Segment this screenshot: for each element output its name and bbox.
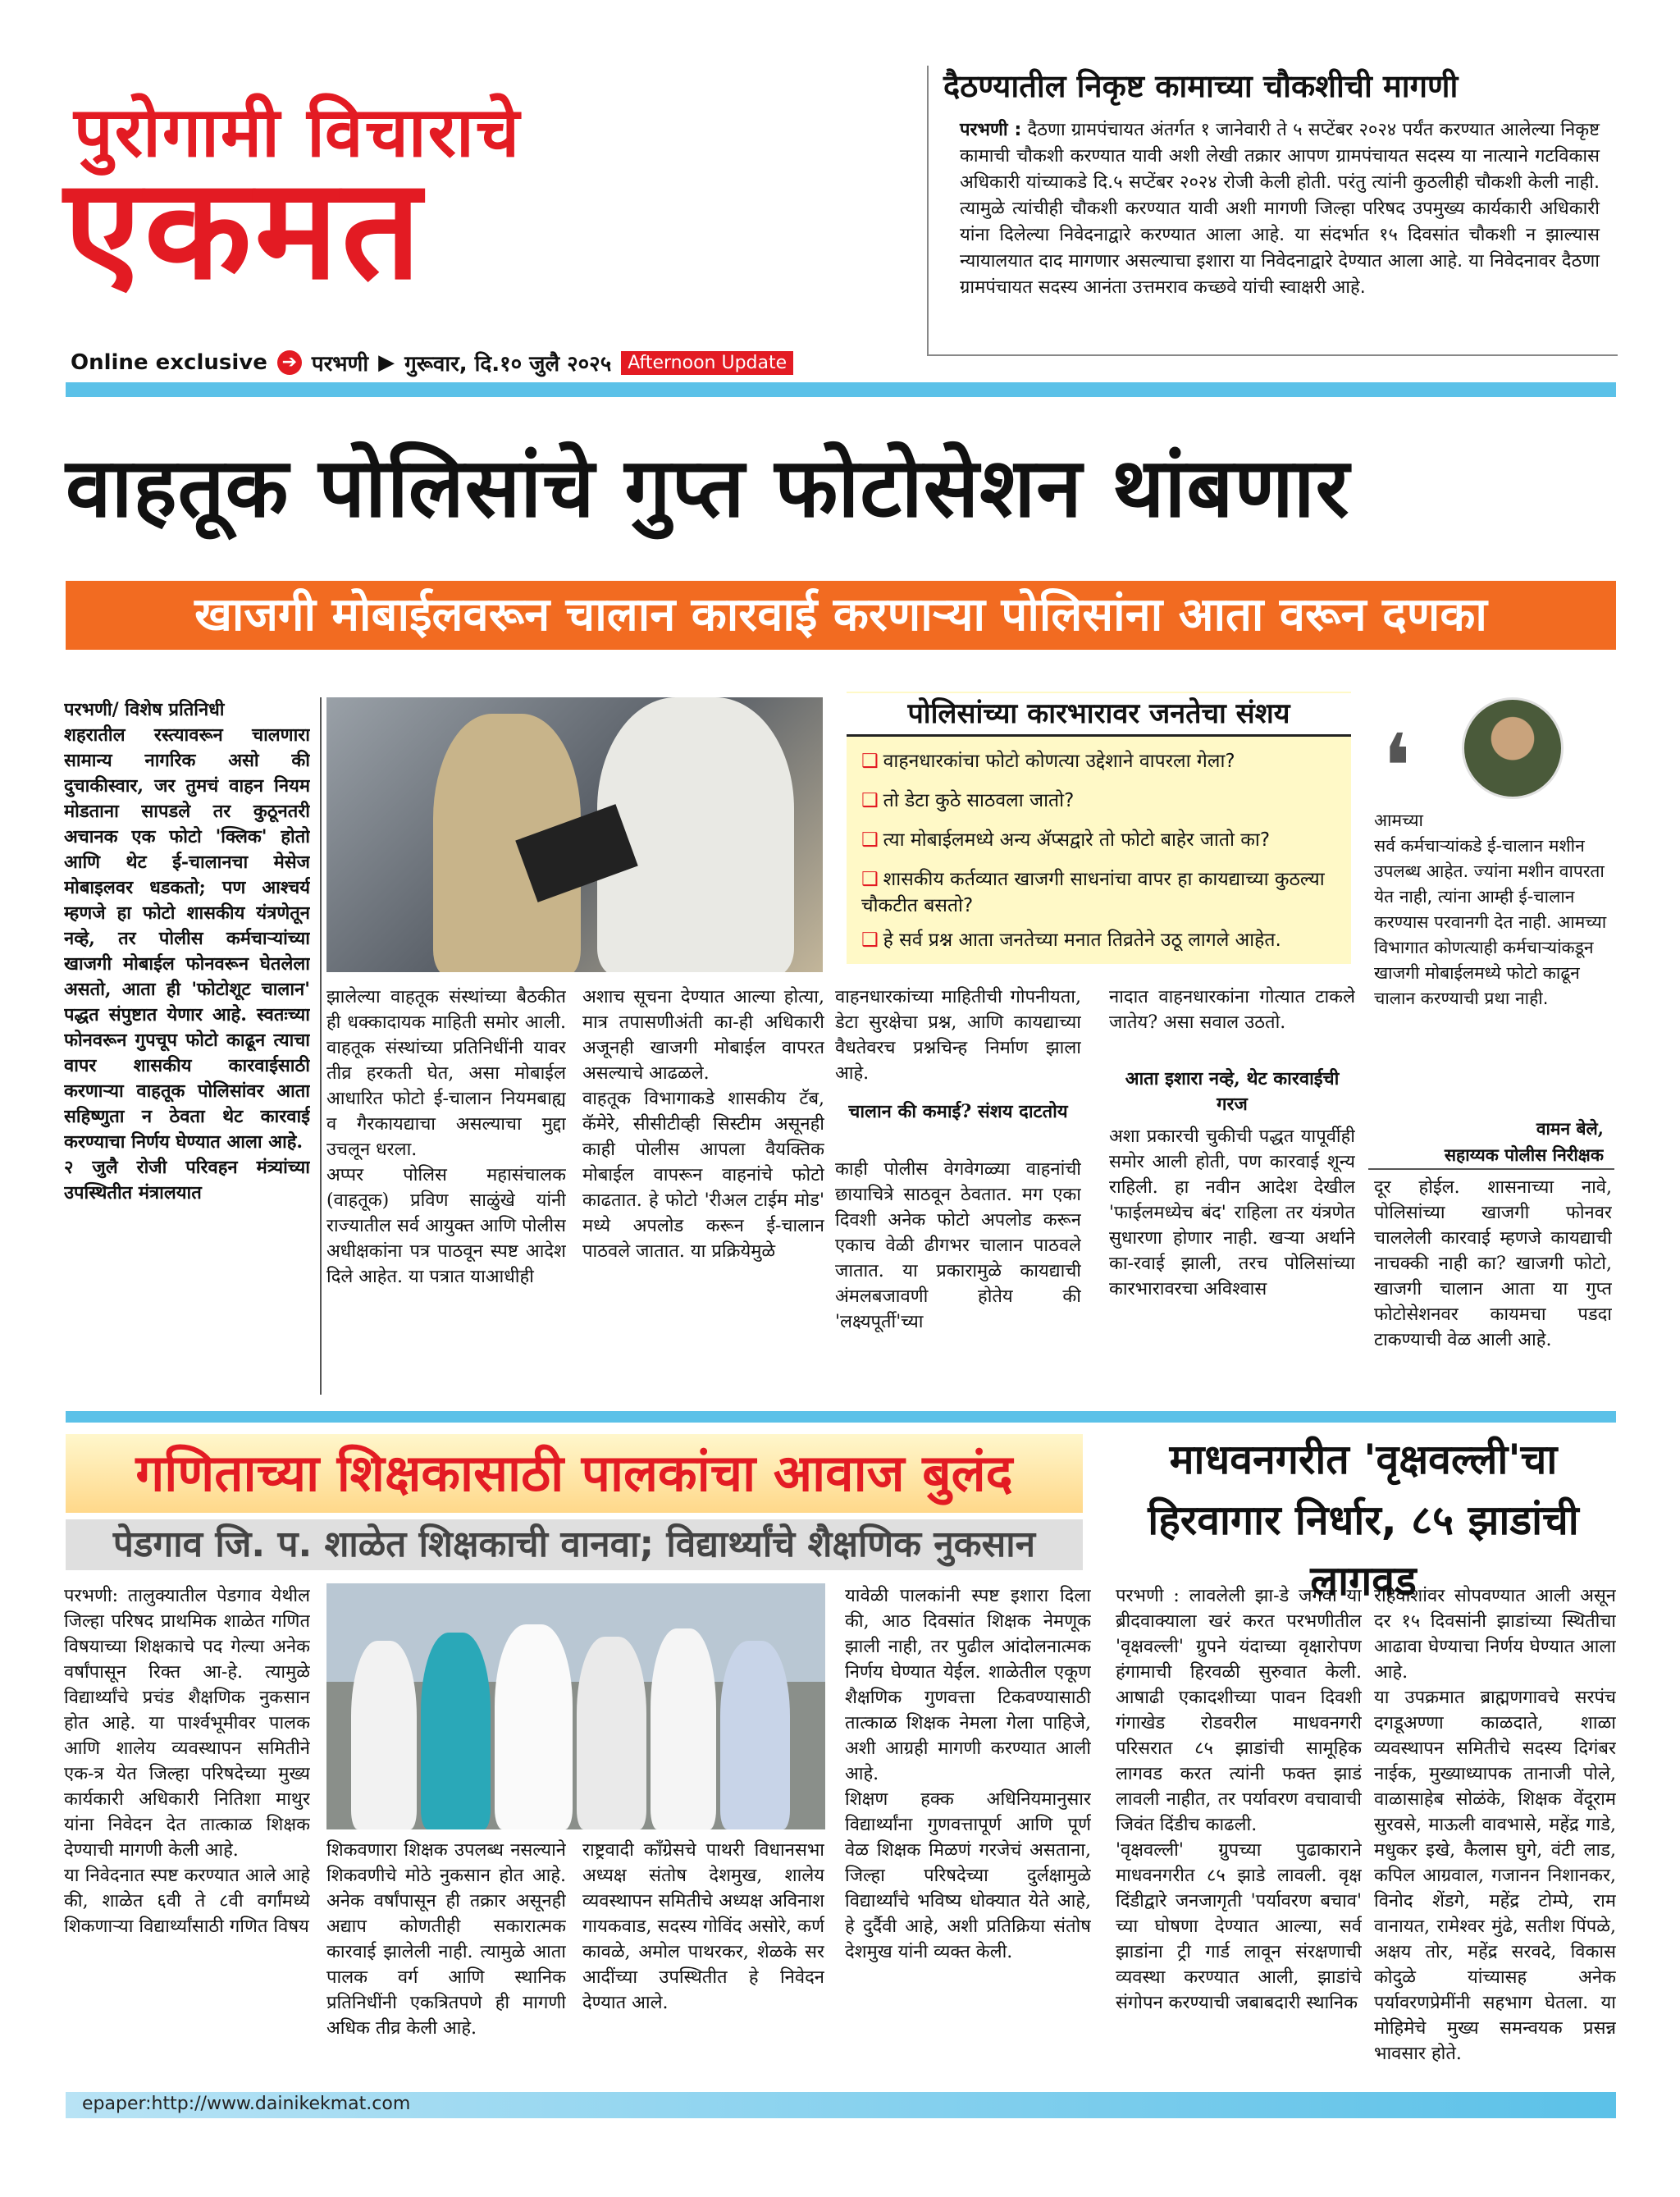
- lead-col-6: दूर होईल. शासनाच्या नावे, पोलिसांच्या खाजगी फोनवर चाललेली कारवाई म्हणजे कायद्याची नाचक्की नाही का? खाजगी फोटो, खाजगी चालान आता या गुप्त फोटोसेशनवर कायमचा पडदा टाकण्याची वेळ आली आहे.: [1374, 1177, 1612, 1350]
- person-figure: [351, 1641, 417, 1829]
- edition-strip: [71, 348, 793, 377]
- person-figure: [651, 1628, 716, 1829]
- top-story-text: दैठणा ग्रामपंचायत अंतर्गत १ जानेवारी ते ५ सप्टेंबर २०२४ पर्यंत करण्यात आलेल्या निकृष्ट कामाची चौकशी करण्यात यावी अशी लेखी तक्रार आपण ग्रामपंचायत सदस्य या नात्याने गटविकास अधिकारी यांच्याकडे दि.५ सप्टेंबर २०२४ रोजी केली होती. परंतु त्यांनी कुठलीही चौकशी केली नाही. त्यामुळे त्यांचीही चौकशी करण्यात यावी अशी मागणी जिल्हा परिषद उपमुख्य कार्यकारी अधिकारी यांना दिलेल्या निवेदनाद्वारे करण्यात आला आहे. या संदर्भात १५ दिवसांत चौकशी न झाल्यास न्यायालयात दाद मागणार असल्याचा इशारा या निवेदनाद्वारे देण्यात आला आहे. या निवेदनावर दैठणा ग्रामपंचायत सदस्य आनंता उत्तमराव कच्छवे यांची स्वाक्षरी आहे.: [960, 120, 1600, 298]
- doubt-item: [861, 748, 1345, 774]
- checkbox-icon: ❑: [861, 751, 879, 772]
- top-rule: [66, 382, 1616, 397]
- officer-avatar: [1462, 697, 1564, 799]
- doubt-item-text: वाहनधारकांचा फोटो कोणत्या उद्देशाने वापरला गेला?: [883, 751, 1235, 772]
- quote-role: सहाय्यक पोलीस निरीक्षक: [1444, 1144, 1604, 1165]
- checkbox-icon: ❑: [861, 790, 879, 811]
- lead-headline: वाहतूक पोलिसांचे गुप्त फोटोसेशन थांबणार: [66, 440, 1350, 536]
- lead-subheadline: खाजगी मोबाईलवरून चालान कारवाई करणाऱ्या पोलिसांना आता वरून दणका: [66, 581, 1616, 650]
- play-icon: ▶: [378, 350, 395, 375]
- mid-rule: [66, 1411, 1616, 1423]
- top-story-body: [960, 117, 1600, 301]
- parents-group-photo: [326, 1583, 825, 1829]
- doubt-box-title: पोलिसांच्या कारभारावर जनतेचा संशय: [847, 693, 1351, 737]
- doubt-item: [861, 827, 1345, 853]
- quote-text: आमच्या सर्व कर्मचाऱ्यांकडे ई-चालान मशीन उपलब्ध आहेत. ज्यांना मशीन वापरता येत नाही, त्यांना आम्ही ई-चालान करण्यास परवानगी देत नाही. आमच्या विभागात कोणत्याही कर्मचाऱ्यांकडून खाजगी मोबाईलमध्ये फोटो काढून चालान करण्याची प्रथा नाही.: [1374, 811, 1607, 1008]
- math-col-3: राष्ट्रवादी काँग्रेसचे पाथरी विधानसभा अध्यक्ष संतोष देशमुख, शालेय व्यवस्थापन समितीचे अध्यक्ष अविनाश गायकवाड, सदस्य गोविंद असोरे, कर्ण कावळे, अमोल पाथरकर, शेळके सर आदींच्या उपस्थितीत हे निवेदन देण्यात आले.: [582, 1840, 824, 2013]
- top-story-dateline: परभणी :: [960, 120, 1022, 140]
- checkbox-icon: ❑: [861, 930, 879, 951]
- lead-col-5-subhead: आता इशारा नव्हे, थेट कारवाईची गरज: [1125, 1068, 1340, 1115]
- doubt-item-text: त्या मोबाईलमध्ये अन्य ॲप्सद्वारे तो फोटो बाहेर जातो का?: [883, 829, 1271, 851]
- divider: [1368, 1168, 1614, 1170]
- tree-headline: माधवनगरीत 'वृक्षवल्ली'चा हिरवागार निर्धार, ८५ झाडांची लागवड: [1148, 1436, 1579, 1605]
- tree-col-1: परभणी : लावलेली झा-डे जगवा या ब्रीदवाक्याला खरं करत परभणीतील 'वृक्षवल्ली' ग्रुपने यंदाच्या वृक्षारोपण हंगामाची हिरवळी सुरुवात केली. आषाढी एकादशीच्या पावन दिवशी गंगाखेड रोडवरील माधवनगरी परिसरात ८५ झाडांची सामूहिक लागवड करत त्यांनी फक्त झाडं लावली नाहीत, तर पर्यावरण वचावाची जिवंत दिंडीच काढली. 'वृक्षवल्ली' ग्रुपच्या पुढाकाराने माधवनगरीत ८५ झाडे लावली. वृक्ष दिंडीद्वारे जनजागृती 'पर्यावरण बचाव' च्या घोषणा देण्यात आल्या, सर्व झाडांना ट्री गार्ड लावून संरक्षणाची व्यवस्था करण्यात आली, झाडांचे संगोपन करण्याची जबाबदारी स्थानिक: [1116, 1586, 1362, 2013]
- math-col-2: शिकवणारा शिक्षक उपलब्ध नसल्याने शिकवणीचे मोठे नुकसान होत आहे. अनेक वर्षांपासून ही तक्रार असूनही अद्याप कोणतीही सकारात्मक कारवाई झालेली नाही. त्यामुळे आता पालक वर्ग आणि स्थानिक प्रतिनिधींनी एकत्रितपणे ही मागणी अधिक तीव्र केली आहे.: [326, 1840, 566, 2039]
- lead-col-4b: काही पोलीस वेगवेगळ्या वाहनांची छायाचित्रे साठवून ठेवतात. मग एका दिवशी अनेक फोटो अपलोड करून एकाच वेळी ढीगभर चालान पाठवले जातात. या प्रकारामुळे कायद्याची अंमलबजावणी होतेय की 'लक्ष्यपूर्ती'च्या: [835, 1159, 1081, 1332]
- footer-url[interactable]: epaper:http://www.dainikekmat.com: [82, 2094, 411, 2114]
- lead-col-1: परभणी/ विशेष प्रतिनिधी शहरातील रस्त्यावरून चालणारा सामान्य नागरिक असो की दुचाकीस्वार, जर तुमचं वाहन नियम मोडताना सापडले तर कुठूनतरी अचानक एक फोटो 'क्लिक' होतो आणि थेट ई-चालानचा मेसेज मोबाइलवर धडकतो; पण आश्चर्य म्हणजे हा फोटो शासकीय यंत्रणेतून नव्हे, तर पोलीस कर्मचाऱ्यांच्या खाजगी मोबाईल फोनवरून घेतलेला असतो, आता ही 'फोटोशूट चालान' पद्धत संपुष्टात येणार आहे. स्वतःच्या फोनवरून गुपचूप फोटो काढून त्याचा वापर शासकीय कारवाईसाठी करणाऱ्या वाहतूक पोलिसांवर आता सहिष्णुता न ठेवता थेट कारवाई करण्याचा निर्णय घेण्यात आला आहे. २ जुलै रोजी परिवहन मंत्र्यांच्या उपस्थितीत मंत्रालयात: [64, 699, 310, 1204]
- top-story-title: दैठण्यातील निकृष्ट कामाच्या चौकशीची मागणी: [943, 68, 1459, 104]
- masthead-tagline: पुरोगामी विचाराचे: [74, 92, 522, 172]
- doubt-item: [861, 788, 1345, 814]
- lead-col-5: नादात वाहनधारकांना गोत्यात टाकले जातेय? असा सवाल उठतो.: [1109, 987, 1355, 1033]
- checkbox-icon: ❑: [861, 869, 879, 890]
- online-label: Online exclusive: [71, 350, 267, 375]
- lead-col-5b: अशा प्रकारची चुकीची पद्धत यापूर्वीही समोर आली होती, पण कारवाई शून्य राहिली. हा नवीन आदेश देखील 'फाईलमध्येच बंद' राहिला तर यंत्रणेत सुधारणा होणार नाही. खऱ्या अर्थाने का-रवाई झाली, तरच पोलिसांच्या कारभारावरचा अविश्वास: [1109, 1126, 1355, 1299]
- quote-mark-icon: ❛: [1382, 715, 1412, 820]
- checkbox-icon: ❑: [861, 829, 879, 851]
- lead-col-4-subhead: चालान की कमाई? संशय दाटतोय: [848, 1101, 1068, 1122]
- math-col-1: परभणी: तालुक्यातील पेडगाव येथील जिल्हा परिषद प्राथमिक शाळेत गणित विषयाच्या शिक्षकाचे पद गेल्या अनेक वर्षांपासून रिक्त आ-हे. त्यामुळे विद्यार्थ्यांचे प्रचंड शैक्षणिक नुकसान होत आहे. या पार्श्वभूमीवर पालक आणि शालेय व्यवस्थापन समितीने एक-त्र येत जिल्हा परिषदेच्या मुख्य कार्यकारी अधिकारी नितिशा माथुर यांना निवेदन देत तात्काळ शिक्षक देण्याची मागणी केली आहे. या निवेदनात स्पष्ट करण्यात आले आहे की, शाळेत ६वी ते ८वी वर्गांमध्ये शिकणाऱ्या विद्यार्थ्यांसाठी गणित विषय: [64, 1586, 310, 1937]
- arrow-right-icon: ➔: [277, 350, 302, 375]
- person-figure: [421, 1633, 491, 1829]
- person-figure: [577, 1637, 646, 1829]
- person-figure: [720, 1641, 790, 1829]
- math-subheadline: पेडगाव जि. प. शाळेत शिक्षकाची वानवा; विद्यार्थ्यांचे शैक्षणिक नुकसान: [66, 1519, 1083, 1570]
- doubt-item: [861, 927, 1345, 953]
- doubt-item-text: शासकीय कर्तव्यात खाजगी साधनांचा वापर हा कायद्याच्या कुठल्या चौकटीत बसतो?: [861, 869, 1325, 916]
- edition-date: गुरूवार, दि.१० जुलै २०२५: [404, 352, 612, 377]
- doubt-item: [861, 866, 1345, 919]
- quote-name: वामन बेले,: [1536, 1118, 1604, 1139]
- doubt-item-text: तो डेटा कुठे साठवला जातो?: [883, 790, 1075, 811]
- person-figure: [495, 1624, 573, 1829]
- masthead-logo: एकमत: [64, 148, 425, 311]
- tree-col-2: रहिवाशांवर सोपवण्यात आली असून दर १५ दिवसांनी झाडांच्या स्थितीचा आढावा घेण्याचा निर्णय घेण्यात आला आहे. या उपक्रमात ब्राह्मणगावचे सरपंच दगडूअण्णा काळदाते, शाळा व्यवस्थापन समितीचे सदस्य दिगंबर नाईक, मुख्याध्यापक तानाजी पोले, वाळासाहेब सोळंके, शिक्षक वेंदूराम सुरवसे, माऊली वावभासे, महेंद्र गाडे, मधुकर इखे, कैलास घुगे, वंटी लाड, कपिल आग्रवाल, गजानन निशानकर, विनोद शेंडगे, महेंद्र टोम्पे, राम वानायत, रामेश्वर मुंढे, सतीश पिंपळे, अक्षय तोर, महेंद्र सरवदे, विकास कोदुळे यांच्यासह अनेक पर्यावरणप्रेमींनी सहभाग घेतला. या मोहिमेचे मुख्य समन्वयक प्रसन्न भावसार होते.: [1374, 1586, 1616, 2064]
- doubt-item-text: हे सर्व प्रश्न आता जनतेच्या मनात तिव्रतेने उठू लागले आहेत.: [883, 930, 1281, 951]
- lead-col-4: वाहनधारकांच्या माहितीची गोपनीयता, डेटा सुरक्षेचा प्रश्न, आणि कायद्याच्या वैधतेवरच प्रश्नचिन्ह निर्माण झाला आहे.: [835, 987, 1081, 1084]
- math-headline: गणिताच्या शिक्षकासाठी पालकांचा आवाज बुलंद: [66, 1434, 1083, 1513]
- divider: [320, 697, 322, 1395]
- lead-col-3: अशाच सूचना देण्यात आल्या होत्या, मात्र तपासणीअंती का-ही अधिकारी अजूनही खाजगी मोबाईल वापरत असल्याचे आढळले. वाहतूक विभागाकडे शासकीय टॅब, कॅमेरे, सीसीटीव्ही सिस्टीम असूनही काही पोलीस आपला वैयक्तिक मोबाईल वापरून वाहनांचे फोटो काढतात. हे फोटो 'रीअल टाईम मोड' मध्ये अपलोड करून ई-चालान पाठवले जातात. या प्रक्रियेमुळे: [582, 987, 824, 1262]
- lead-col-2: झालेल्या वाहतूक संस्थांच्या बैठकीत ही धक्कादायक माहिती समोर आली. वाहतूक संस्थांच्या प्रतिनिधींनी यावर तीव्र हरकती घेत, असा मोबाईल आधारित फोटो ई-चालान नियमबाह्य व गैरकायद्याचा असल्याचा मुद्दा उचलून धरला. अप्पर पोलिस महासंचालक (वाहतूक) प्रविण साळुंखे यांनी राज्यातील सर्व आयुक्त आणि पोलीस अधीक्षकांना पत्र पाठवून स्पष्ट आदेश दिले आहेत. या पत्रात याआधीही: [326, 987, 566, 1287]
- math-col-4: यावेळी पालकांनी स्पष्ट इशारा दिला की, आठ दिवसांत शिक्षक नेमणूक झाली नाही, तर पुढील आंदोलनात्मक निर्णय घेण्यात येईल. शाळेतील एकूण शैक्षणिक गुणवत्ता टिकवण्यासाठी तात्काळ शिक्षक नेमला गेला पाहिजे, अशी आग्रही मागणी करण्यात आली आहे. शिक्षण हक्क अधिनियमानुसार विद्यार्थ्यांना गुणवत्तापूर्ण आणि पूर्ण वेळ शिक्षक मिळणं गरजेचं असताना, जिल्हा परिषदेच्या दुर्लक्षामुळे विद्यार्थ्यांचे भविष्य धोक्यात येते आहे, हे दुर्दैवी आहे, अशी प्रतिक्रिया संतोष देशमुख यांनी व्यक्त केली.: [845, 1586, 1091, 1962]
- edition-city: परभणी: [311, 352, 369, 377]
- afternoon-badge: Afternoon Update: [621, 351, 793, 375]
- traffic-police-photo: [326, 697, 823, 972]
